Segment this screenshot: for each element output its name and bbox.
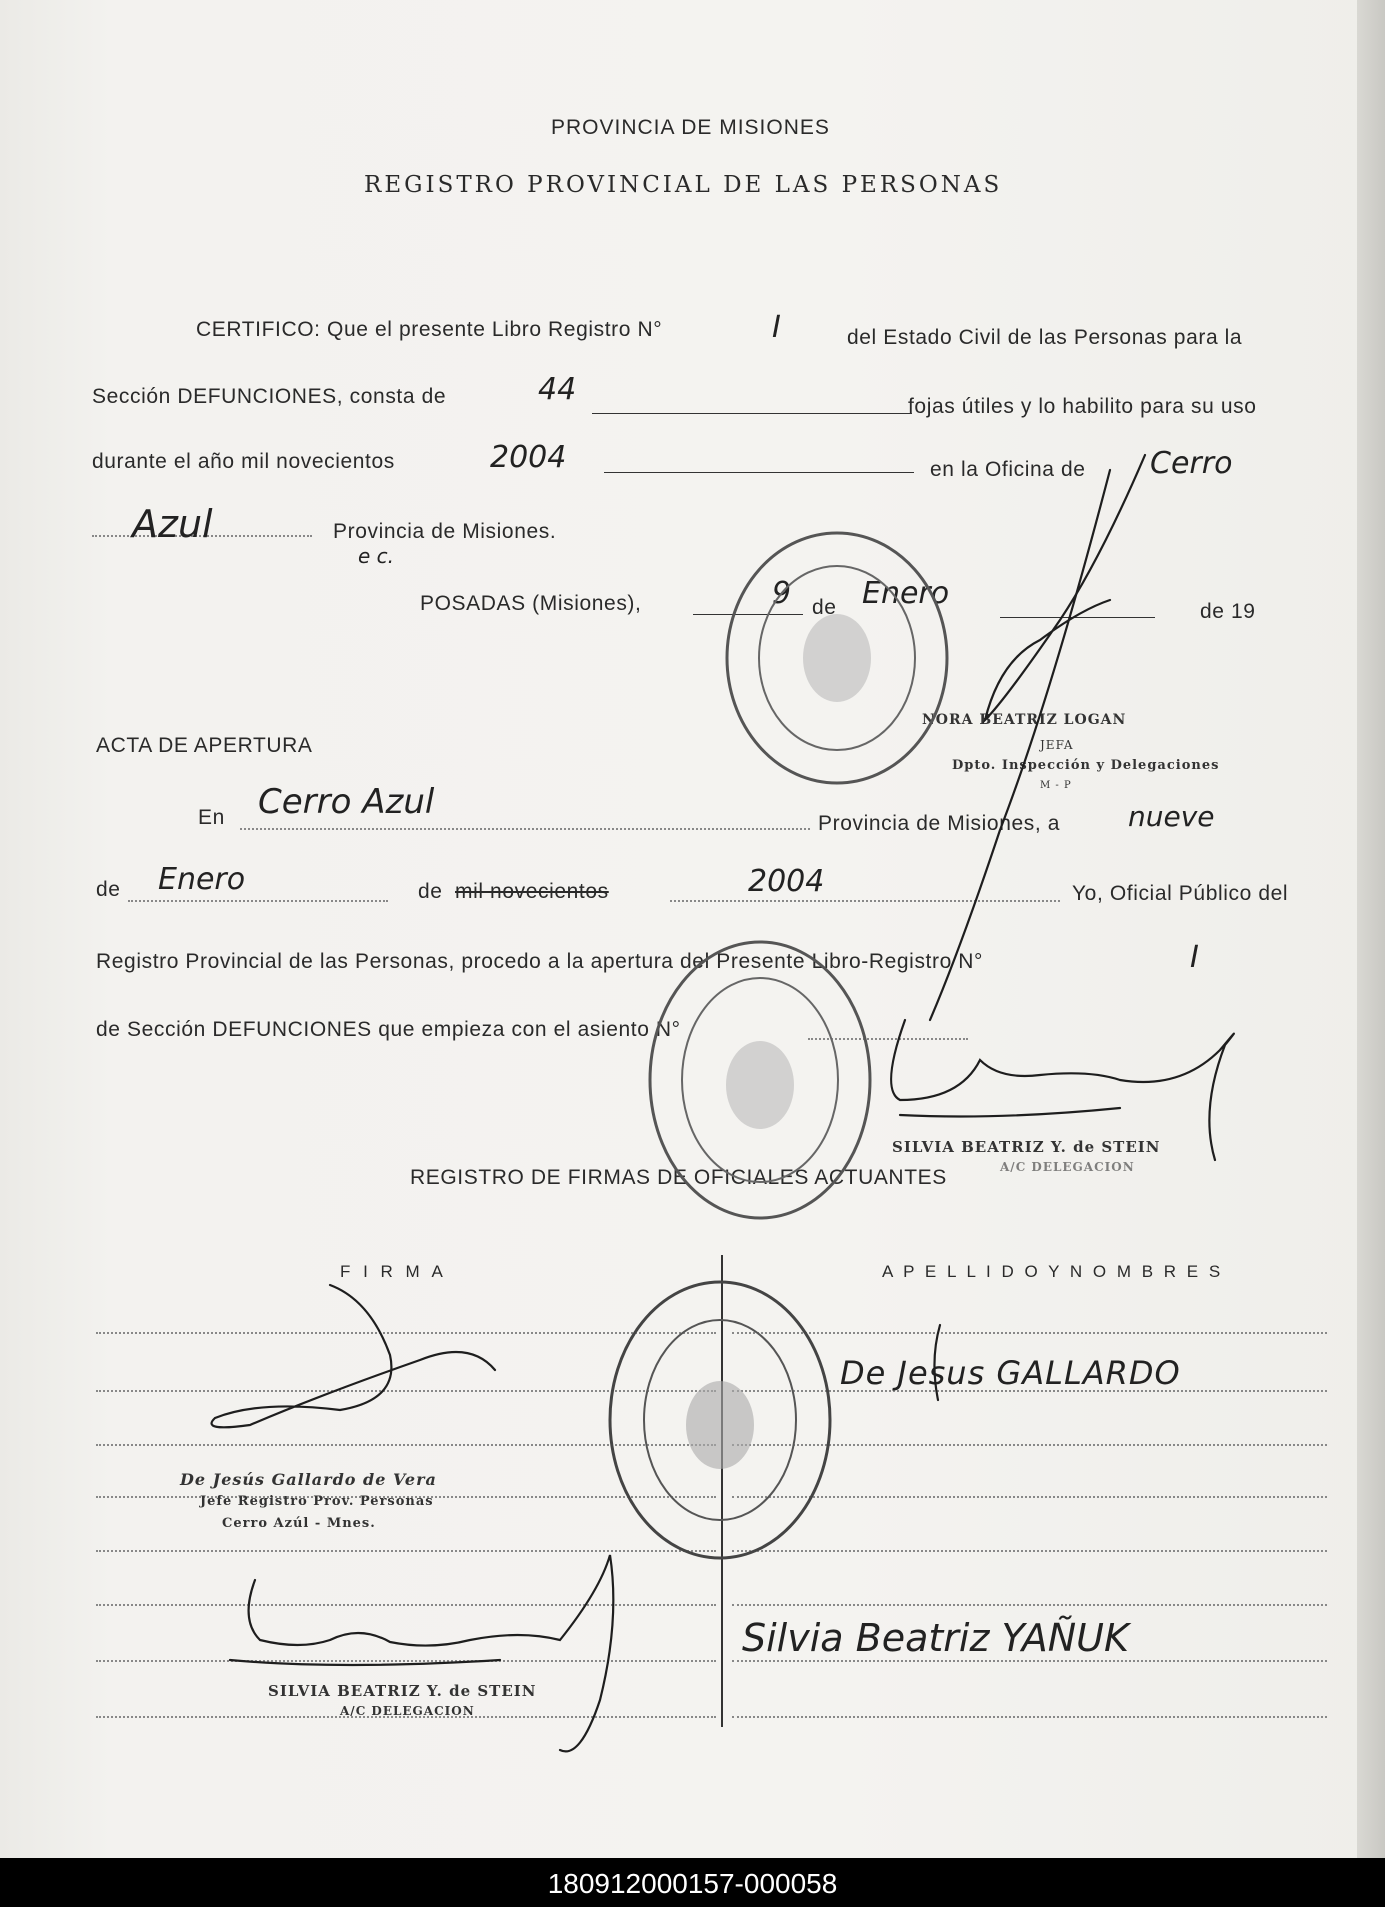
signature-4-underline: [230, 1660, 500, 1665]
cert-line4: Provincia de Misiones.: [333, 520, 557, 543]
acta-de2: de: [418, 880, 443, 903]
cert-year: 2004: [490, 440, 567, 475]
acta-month: Enero: [158, 862, 246, 897]
cert-line3-b: en la Oficina de: [930, 458, 1086, 481]
officer2-stamp-name: SILVIA BEATRIZ Y. de STEIN: [268, 1682, 537, 1700]
officer1-stamp-title: Jefe Registro Prov. Personas: [200, 1494, 434, 1509]
signature-2-underline: [900, 1108, 1120, 1116]
cert-day: 9: [772, 576, 792, 611]
col-names-heading: A P E L L I D O Y N O M B R E S: [882, 1262, 1224, 1281]
acta-line2: Registro Provincial de las Personas, procedo a la apertura del Presente Libro-Registro N°: [96, 950, 984, 973]
province-heading: PROVINCIA DE MISIONES: [551, 116, 830, 139]
cert-fojas: 44: [538, 372, 577, 407]
acta-heading: ACTA DE APERTURA: [96, 734, 313, 757]
sig1-dept: Dpto. Inspección y Delegaciones: [952, 758, 1220, 773]
acta-de1: de: [96, 878, 121, 901]
col-firma-heading: F I R M A: [340, 1262, 447, 1281]
firmas-heading: REGISTRO DE FIRMAS DE OFICIALES ACTUANTES: [410, 1166, 947, 1189]
acta-day-written: nueve: [1128, 800, 1215, 833]
sig1-name: NORA BEATRIZ LOGAN: [922, 712, 1127, 728]
signature-3: [212, 1285, 495, 1427]
cert-initials: e c.: [358, 544, 395, 568]
officer1-name: De Jesus GALLARDO: [840, 1354, 1181, 1392]
sig1-title: JEFA: [1040, 738, 1074, 752]
registry-heading: REGISTRO PROVINCIAL DE LAS PERSONAS: [364, 172, 1003, 198]
cert-line1-b: del Estado Civil de las Personas para la: [847, 326, 1243, 349]
cert-office-a: Cerro: [1150, 446, 1233, 481]
cert-place-date: POSADAS (Misiones),: [420, 592, 642, 615]
sig2-title: A/C DELEGACION: [1000, 1160, 1135, 1174]
cert-line3-a: durante el año mil novecientos: [92, 450, 395, 473]
cert-line2-a: Sección DEFUNCIONES, consta de: [92, 385, 447, 408]
signature-4: [249, 1555, 614, 1751]
acta-yo: Yo, Oficial Público del: [1072, 882, 1289, 905]
acta-year: 2004: [748, 864, 825, 899]
document-id: 180912000157-000058: [547, 1868, 838, 1899]
cert-office-b: Azul: [132, 502, 213, 546]
officer1-stamp-name: De Jesús Gallardo de Vera: [180, 1470, 437, 1489]
officer2-stamp-title: A/C DELEGACION: [340, 1704, 475, 1718]
signature-1-tail: [930, 470, 1110, 1020]
cert-date-year: de 19: [1200, 600, 1256, 623]
officer1-stamp-place: Cerro Azúl - Mnes.: [222, 1516, 376, 1531]
cert-month: Enero: [862, 576, 950, 611]
acta-prov: Provincia de Misiones, a: [818, 812, 1061, 835]
acta-struck: mil novecientos: [455, 880, 609, 903]
cert-line2-b: fojas útiles y lo habilito para su uso: [908, 395, 1257, 418]
cert-line1-a: CERTIFICO: Que el presente Libro Registro N°: [196, 318, 663, 341]
acta-en: En: [198, 806, 225, 829]
sig1-extra: M - P: [1040, 780, 1072, 791]
signature-1: [985, 455, 1145, 720]
signature-2: [891, 1020, 1234, 1160]
footer-bar: [0, 1858, 1385, 1907]
officer2-name: Silvia Beatriz YAÑUK: [742, 1616, 1129, 1660]
cert-date-de: de: [812, 596, 837, 619]
sig2-name: SILVIA BEATRIZ Y. de STEIN: [892, 1138, 1161, 1156]
acta-place: Cerro Azul: [258, 782, 435, 822]
acta-line3: de Sección DEFUNCIONES que empieza con el asiento N°: [96, 1018, 681, 1041]
acta-book-number: I: [1190, 940, 1199, 975]
cert-book-number: I: [772, 310, 781, 345]
name-stroke: [934, 1325, 940, 1400]
